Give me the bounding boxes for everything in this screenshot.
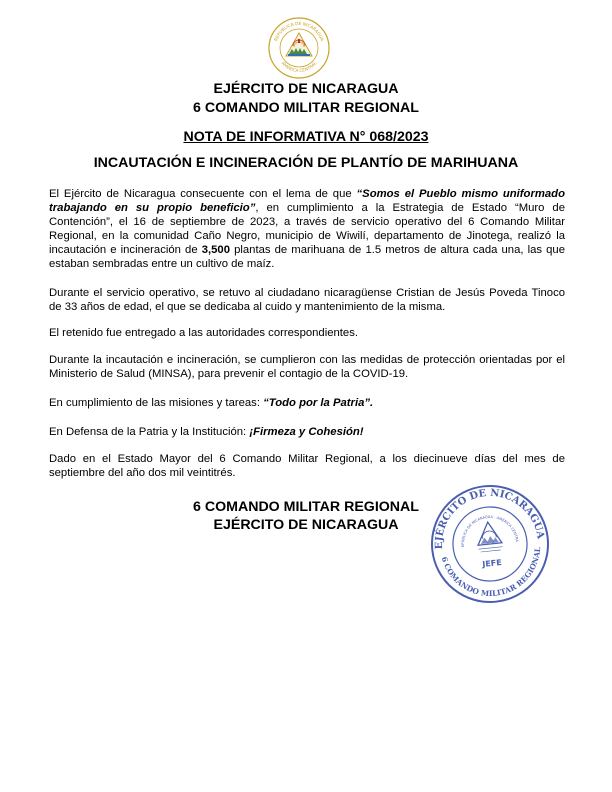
missions-lead: En cumplimiento de las misiones y tareas: (49, 397, 264, 409)
stamp-inner-ring-text: REPÚBLICA DE NICARAGUA · AMÉRICA CENTRAL (460, 514, 519, 548)
paragraph-operation (49, 187, 565, 271)
paragraph-defense (49, 425, 565, 439)
paragraph-operation-part2: , en cumplimiento a la Estrategia de Estado “Muro de Contención”, el 16 de septiembre de 2023, a través de servicio operativo del 6 Comando Militar Regional, en la comunidad Caño Negro, municipio de Wiwilí, departamento de Jinotega, realizó la incautación e incineración de (49, 202, 565, 256)
stamp-outer-top-text: EJÉRCITO DE NICARAGUA (433, 487, 546, 550)
paragraph-handover: El retenido fue entregado a las autoridades correspondientes. (49, 327, 358, 339)
official-seal-stamp (428, 482, 552, 606)
stamp-center-label: JEFE (481, 557, 503, 569)
missions-motto: “Todo por la Patria”. (263, 397, 374, 409)
emblem-ring-top-text: REPÚBLICA DE NICARAGUA (274, 21, 324, 43)
plant-count: 3,500 (201, 244, 230, 256)
nicaragua-coat-of-arms-icon (267, 16, 331, 80)
paragraph-operation-part1: El Ejército de Nicaragua consecuente con el lema de que (49, 188, 357, 200)
paragraph-detainee: Durante el servicio operativo, se retuvo al ciudadano nicaragüense Cristian de Jesús Poveda Tinoco de 33 años de edad, el que se dedicaba al cuido y mantenimiento de la misma. (49, 287, 565, 313)
paragraph-operation-part3: plantas de marihuana de 1.5 metros de altura cada una, las que estaban sembradas entre un cultivo de maíz. (49, 244, 565, 270)
army-motto-quote: “Somos el Pueblo mismo uniformado trabajando en su propio beneficio” (49, 188, 565, 214)
emblem-ring-bottom-text: AMÉRICA CENTRAL (279, 61, 319, 75)
note-subject: INCAUTACIÓN E INCINERACIÓN DE PLANTÍO DE MARIHUANA (93, 155, 519, 171)
signature-institution-name: EJÉRCITO DE NICARAGUA (213, 517, 399, 533)
defense-motto: ¡Firmeza y Cohesión! (249, 426, 364, 438)
stamp-outer-bottom-text: 6 COMANDO MILITAR REGIONAL (439, 546, 543, 599)
regional-command-name: 6 COMANDO MILITAR REGIONAL (193, 100, 419, 116)
signature-command-name: 6 COMANDO MILITAR REGIONAL (193, 499, 419, 515)
note-title: NOTA DE INFORMATIVA N° 068/2023 (183, 129, 429, 145)
defense-lead: En Defensa de la Patria y la Institución: (49, 426, 250, 438)
paragraph-missions (49, 396, 565, 410)
institution-name: EJÉRCITO DE NICARAGUA (213, 81, 399, 97)
svg-text:6 COMANDO MILITAR REGIONAL (439, 545, 547, 603)
paragraph-health-measures: Durante la incautación e incineración, se cumplieron con las medidas de protección orientadas por el Ministerio de Salud (MINSA), para prevenir el contagio de la COVID-19. (49, 354, 565, 380)
paragraph-date-place: Dado en el Estado Mayor del 6 Comando Militar Regional, a los diecinueve días del mes de septiembre del año dos mil veintitrés. (49, 453, 565, 479)
